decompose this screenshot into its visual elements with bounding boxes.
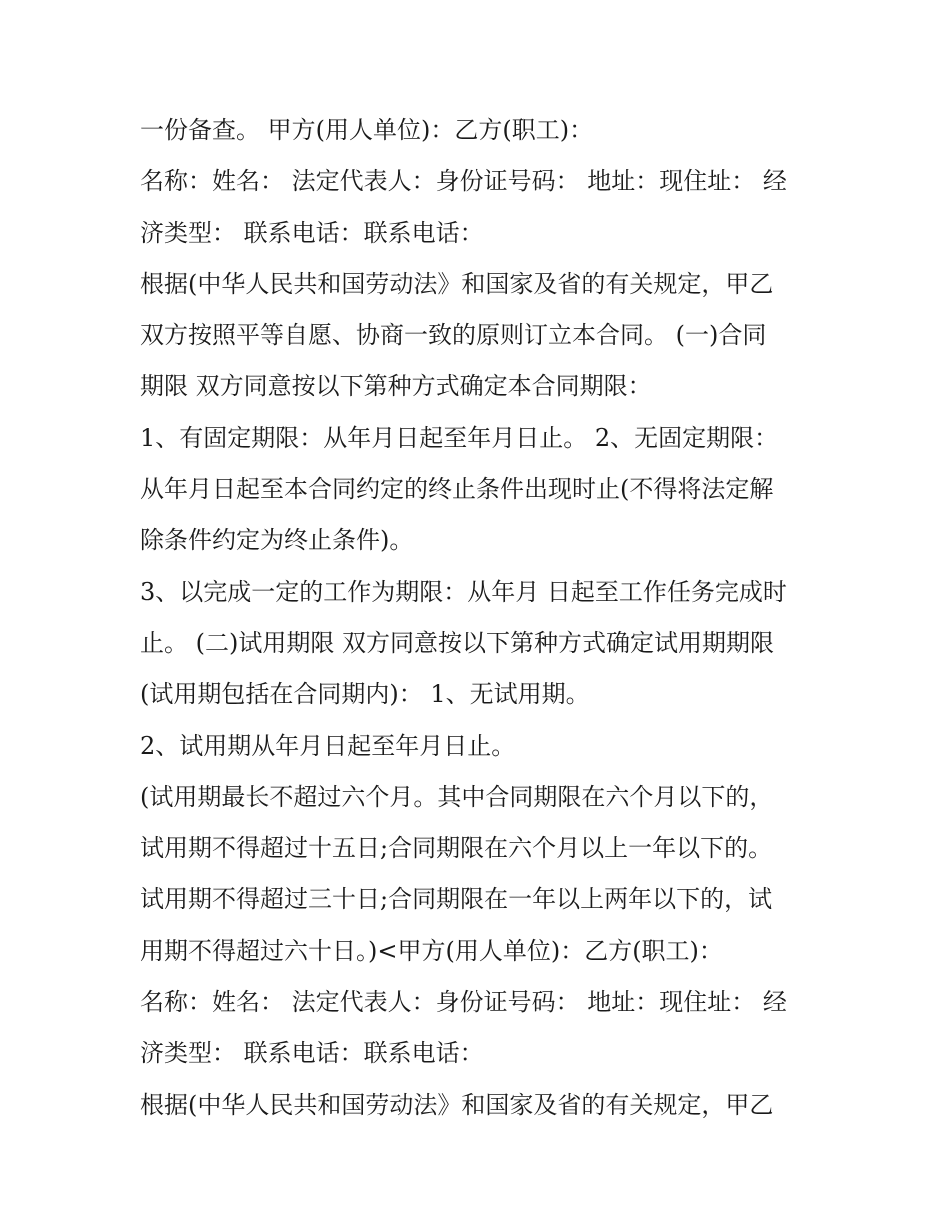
text-line: 双方按照平等自愿、协商一致的原则订立本合同。 (一)合同 — [140, 321, 767, 350]
text-line: 除条件约定为终止条件)。 — [140, 526, 414, 555]
text-line: (试用期最长不超过六个月。其中合同期限在六个月以下的， — [140, 782, 774, 811]
text-line: 根据(中华人民共和国劳动法》和国家及省的有关规定，甲乙 — [140, 269, 774, 298]
text-line: 一份备查。 甲方(用人单位)：乙方(职工)： — [140, 116, 594, 144]
text-line: 试用期不得超过三十日;合同期限在一年以上两年以下的，试 — [140, 885, 773, 914]
text-line: 2、试用期从年月日起至年月日止。 — [140, 731, 516, 760]
text-line: 济类型： 联系电话：联系电话： — [140, 218, 484, 247]
text-line: 名称：姓名： 法定代表人：身份证号码： 地址：现住址： 经 — [140, 167, 787, 196]
text-line: 试用期不得超过十五日;合同期限在六个月以上一年以下的。 — [140, 834, 773, 863]
text-line: 期限 双方同意按以下第种方式确定本合同期限： — [140, 372, 652, 401]
text-line: 止。 (二)试用期限 双方同意按以下第种方式确定试用期期限 — [140, 628, 774, 657]
text-line: 根据(中华人民共和国劳动法》和国家及省的有关规定，甲乙 — [140, 1090, 774, 1119]
text-line: 从年月日起至本合同约定的终止条件出现时止(不得将法定解 — [140, 475, 774, 504]
text-line: 济类型： 联系电话：联系电话： — [140, 1039, 484, 1068]
text-line: 名称：姓名： 法定代表人：身份证号码： 地址：现住址： 经 — [140, 988, 787, 1017]
text-line: 1、有固定期限：从年月日起至年月日止。 2、无固定期限： — [140, 423, 779, 452]
text-line: 用期不得超过六十日。)<甲方(用人单位)：乙方(职工)： — [140, 936, 723, 965]
text-line: (试用期包括在合同期内)： 1、无试用期。 — [140, 680, 590, 709]
text-line: 3、以完成一定的工作为期限：从年月 日起至工作任务完成时 — [140, 577, 787, 606]
contract-body-text — [140, 108, 820, 1134]
